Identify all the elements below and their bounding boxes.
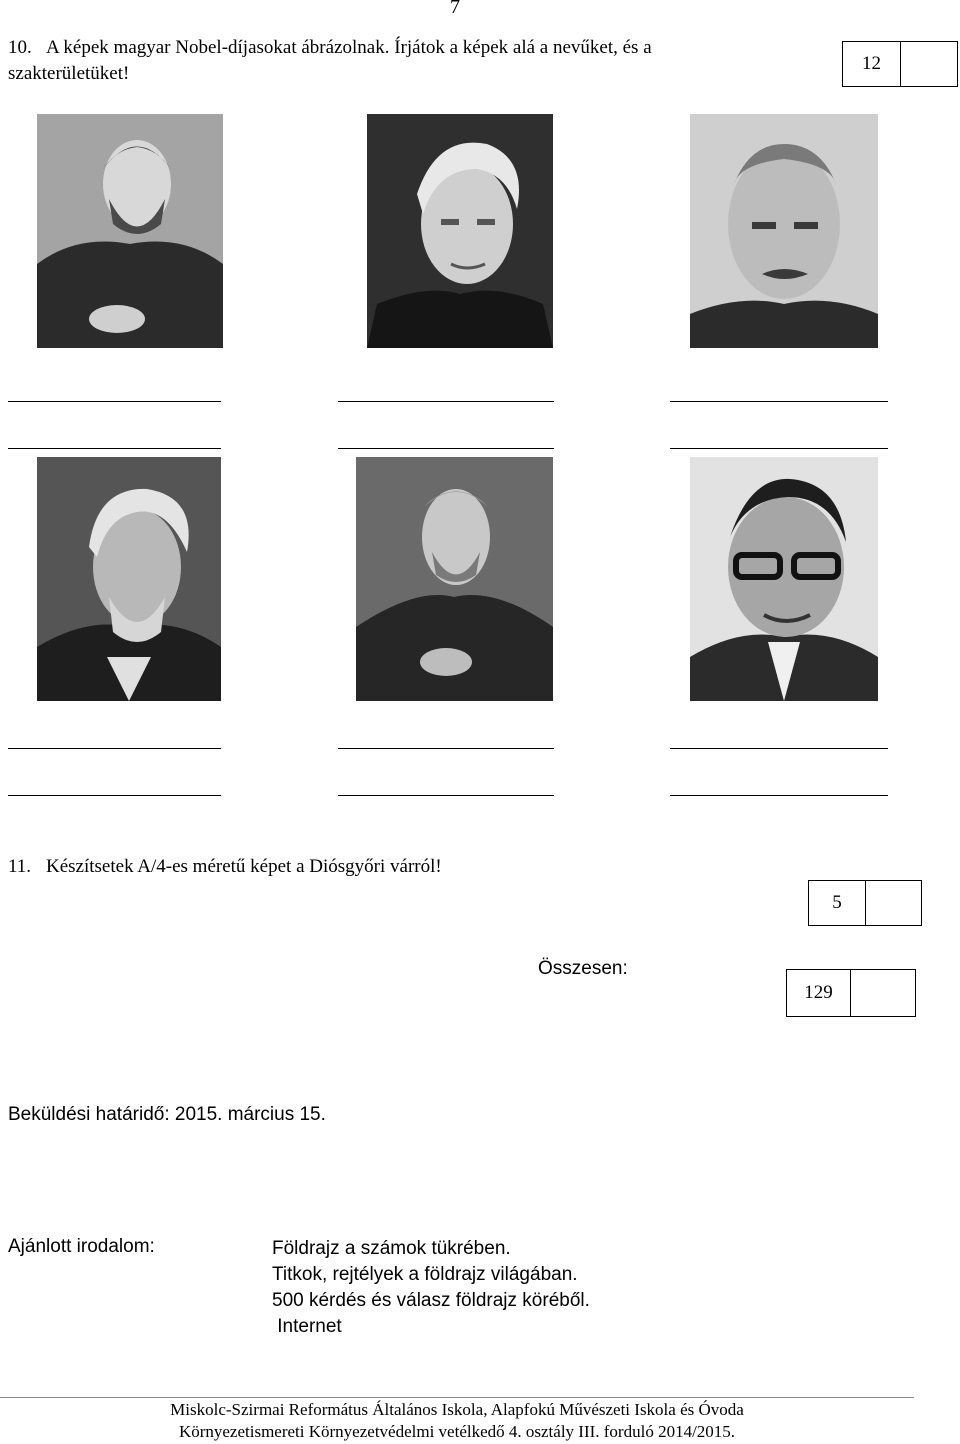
question-11-earned-points-field[interactable] xyxy=(865,881,921,925)
footer-divider xyxy=(0,1397,914,1398)
question-10-text-line2: szakterületüket! xyxy=(8,63,130,84)
footer-competition-info: Környezetismereti Környezetvédelmi vetélkedő 4. osztály III. forduló 2014/2015. xyxy=(178,1422,736,1441)
question-11 xyxy=(8,856,442,878)
question-10-earned-points-field[interactable] xyxy=(900,42,957,86)
literature-label: Ajánlott irodalom: xyxy=(8,1236,155,1257)
answer-line-5-field[interactable] xyxy=(338,795,554,796)
submission-deadline: Beküldési határidő: 2015. március 15. xyxy=(8,1104,326,1125)
question-10 xyxy=(8,35,652,87)
question-10-score-box xyxy=(842,41,958,87)
literature-list xyxy=(272,1236,590,1340)
answer-line-3-field[interactable] xyxy=(670,448,888,449)
question-10-number: 10. xyxy=(8,37,32,58)
answer-line-3-name[interactable] xyxy=(670,401,888,402)
nobel-laureate-photo-2 xyxy=(367,114,553,348)
answer-line-4-name[interactable] xyxy=(8,748,221,749)
nobel-laureate-photo-4 xyxy=(37,457,221,701)
page-number: 7 xyxy=(450,0,460,18)
answer-line-6-name[interactable] xyxy=(670,748,888,749)
nobel-laureate-photo-6 xyxy=(690,457,878,701)
answer-line-2-name[interactable] xyxy=(338,401,554,402)
nobel-laureate-photo-3 xyxy=(690,114,878,348)
nobel-laureate-photo-1 xyxy=(37,114,223,348)
question-11-score-box xyxy=(808,880,922,926)
total-max-points: 129 xyxy=(804,982,833,1003)
answer-line-1-name[interactable] xyxy=(8,401,221,402)
footer-school-name: Miskolc-Szirmai Református Általános Iskola, Alapfokú Művészeti Iskola és Óvoda xyxy=(170,1400,744,1419)
total-earned-points-field[interactable] xyxy=(850,970,915,1016)
question-11-max-points: 5 xyxy=(832,892,842,913)
question-10-max-points: 12 xyxy=(862,53,881,74)
question-11-text: Készítsetek A/4-es méretű képet a Diósgyőri várról! xyxy=(46,856,442,877)
nobel-laureate-photo-5 xyxy=(356,457,553,701)
answer-line-1-field[interactable] xyxy=(8,448,221,449)
question-10-text-line1: A képek magyar Nobel-díjasokat ábrázolnak. Írjátok a képek alá a nevűket, és a xyxy=(46,37,652,58)
literature-item: Internet xyxy=(272,1316,342,1337)
question-11-number: 11. xyxy=(8,856,32,877)
answer-line-6-field[interactable] xyxy=(670,795,888,796)
total-score-box xyxy=(786,969,916,1017)
literature-item: 500 kérdés és válasz földrajz köréből. xyxy=(272,1290,590,1311)
total-label: Összesen: xyxy=(538,958,628,979)
literature-item: Földrajz a számok tükrében. xyxy=(272,1238,511,1259)
answer-line-2-field[interactable] xyxy=(338,448,554,449)
answer-line-4-field[interactable] xyxy=(8,795,221,796)
literature-item: Titkok, rejtélyek a földrajz világában. xyxy=(272,1264,578,1285)
answer-line-5-name[interactable] xyxy=(338,748,554,749)
